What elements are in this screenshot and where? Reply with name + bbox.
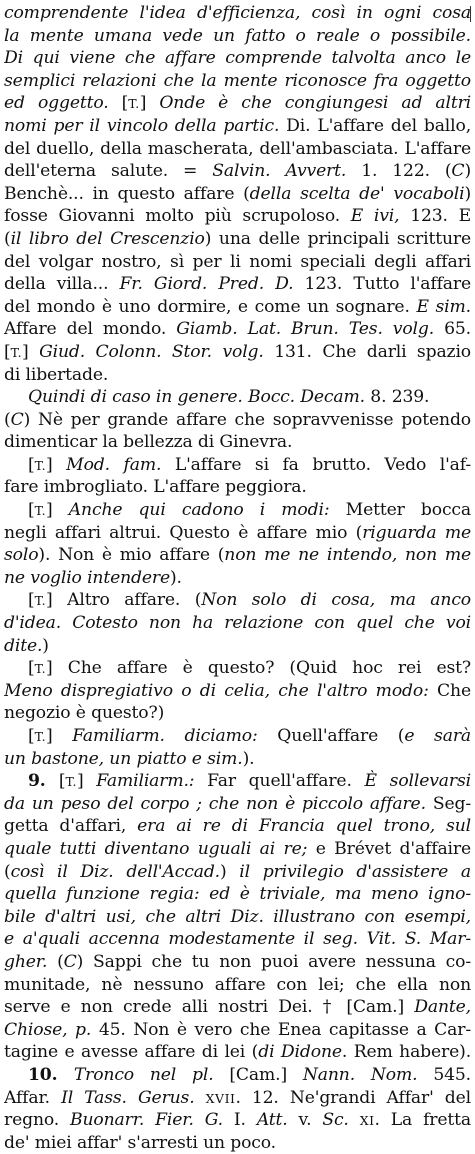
text-line (4, 251, 471, 274)
text-segment: tagine e avesse affare di lei ( (4, 1042, 259, 1063)
text-segment: [ (58, 771, 66, 792)
text-segment: ) (464, 161, 471, 182)
text-line (4, 567, 471, 590)
text-segment: negli affari altrui. Questo è affare mio ( (4, 522, 363, 543)
text-line (4, 680, 471, 703)
text-segment: T. (34, 729, 47, 744)
text-line (4, 476, 471, 499)
text-line (4, 25, 471, 48)
text-line (4, 906, 471, 929)
text-segment: ) (219, 861, 240, 882)
text-segment: Att. (256, 1110, 299, 1131)
text-line (4, 205, 471, 228)
text-segment: del volgar nostro, sì per li nomi speciali degli affari (4, 251, 471, 272)
text-segment: ] Altro affare. ( (46, 590, 202, 611)
text-line (4, 612, 471, 635)
text-segment: v. (298, 1110, 323, 1131)
text-segment: ed oggetto. (4, 93, 122, 114)
text-line (4, 115, 471, 138)
text-segment: da un peso del corpo ; che non è piccolo affare. (4, 793, 433, 814)
text-segment: gher. (4, 951, 58, 972)
text-segment: [ (28, 454, 35, 475)
text-segment: ne voglio intendere (4, 567, 170, 588)
text-line (4, 1041, 471, 1064)
text-segment: Tronco nel pl. (73, 1064, 230, 1085)
text-line (4, 341, 471, 364)
text-segment: T. (10, 344, 23, 360)
text-segment: Anche qui cadono i modi: (68, 500, 346, 521)
text-segment: 131. Che darli spazio (274, 341, 471, 362)
text-segment: L'affare si fa brutto. Vedo l'af- (174, 454, 471, 475)
text-line (4, 386, 471, 409)
text-segment: C (63, 951, 77, 972)
text-line (4, 409, 471, 432)
text-segment: d'idea. Cotesto non ha relazione con quel che voi (4, 613, 471, 634)
text-segment: Metter bocca (345, 500, 471, 521)
text-segment: ). (170, 567, 182, 588)
text-segment: nomi per il vincolo della partic. (4, 115, 287, 136)
text-segment: T. (34, 593, 47, 609)
text-segment: [ (28, 590, 35, 611)
text-line (4, 702, 471, 725)
text-segment: 8. 239. (370, 387, 430, 408)
text-line (4, 725, 471, 748)
text-segment: ] (46, 726, 73, 746)
text-segment: dimenticar la bellezza di Ginevra. (4, 432, 293, 453)
text-segment: 123. E (410, 206, 471, 227)
text-segment: Nann. Nom. (302, 1064, 434, 1085)
text-segment: Di. L'affare del ballo, (286, 115, 471, 136)
text-line (4, 657, 471, 680)
text-line (4, 160, 471, 183)
text-line (4, 544, 471, 567)
text-segment: Di qui viene che affare comprende talvolta anco le (4, 48, 471, 69)
text-segment: e Brévet d'affaire (315, 838, 471, 859)
text-segment: T. (34, 661, 47, 677)
text-line (4, 974, 471, 997)
text-line (4, 364, 471, 387)
text-segment: ] (46, 500, 69, 521)
text-line (4, 1064, 471, 1087)
text-segment: fosse Giovanni molto più scrupoloso. (4, 206, 351, 227)
text-segment: ] Che affare è questo? (Quid hoc rei est? (46, 658, 471, 679)
text-segment: T. (65, 774, 77, 790)
dictionary-page-text (4, 2, 471, 1154)
text-segment: ( (4, 228, 11, 249)
text-segment: . Rem habere). (341, 1042, 471, 1063)
text-segment: quella funzione regia: ed è triviale, ma meno igno- (4, 884, 471, 905)
text-segment: il libro del Crescenzio (10, 228, 205, 249)
text-line (4, 1132, 471, 1154)
text-segment: di Didone (258, 1042, 342, 1063)
text-line (4, 928, 471, 951)
text-segment: Salvin. Avvert. (212, 161, 362, 182)
text-segment: del mondo è uno dormire, e come un sognare. (4, 296, 417, 317)
text-segment: Quell'affare ( (277, 726, 405, 746)
text-segment: dite. (4, 635, 43, 656)
text-segment: negozio è questo?) (4, 703, 165, 724)
text-segment: [ (121, 93, 129, 114)
text-segment: ( (4, 861, 11, 882)
text-segment: 9. (28, 771, 59, 792)
text-line (4, 183, 471, 206)
text-segment: non me ne intendo, non me (224, 545, 471, 566)
text-line (4, 861, 471, 884)
text-line (4, 883, 471, 906)
text-segment: Non solo di cosa, ma anco (201, 590, 471, 611)
text-segment: I. (233, 1110, 257, 1131)
text-segment: fare imbrogliato. L'affare peggiora. (4, 477, 307, 498)
text-segment: È sollevarsi (364, 771, 471, 792)
text-segment: de' miei affar' s'arresti un poco. (4, 1132, 276, 1153)
text-segment: [ (28, 500, 35, 521)
text-segment: ( (57, 951, 64, 972)
text-segment: Affare del mondo. (4, 319, 177, 340)
text-line (4, 793, 471, 816)
text-segment: C (451, 161, 465, 182)
text-segment: semplici relazioni che la mente riconosce fra oggetto (4, 70, 471, 91)
text-segment: ) (42, 635, 49, 656)
text-line (4, 318, 471, 341)
text-segment: 1. 122. ( (361, 161, 452, 182)
text-line (4, 454, 471, 477)
text-segment: . La fretta (374, 1110, 471, 1131)
text-line (4, 228, 471, 251)
text-segment: Meno dispregiativo o di celia, che l'altro modo: (4, 680, 438, 701)
text-line (4, 2, 471, 25)
text-segment: ( (4, 409, 11, 430)
text-line (4, 838, 471, 861)
text-segment: Che (437, 680, 471, 701)
text-line (4, 138, 471, 161)
text-segment: il privilegio d'assistere a (239, 861, 471, 882)
text-segment: ). (242, 748, 255, 769)
text-segment: C (10, 409, 24, 430)
text-segment: bile d'altri usi, che altri Diz. illustrano con esempi, (4, 906, 471, 927)
text-segment: Dante, (414, 997, 471, 1018)
text-segment: [Cam.] (229, 1064, 303, 1085)
text-line (4, 296, 471, 319)
text-segment: E ivi, (350, 206, 411, 227)
text-segment: Buonarr. Fier. G. (70, 1110, 234, 1131)
text-segment: ] (46, 454, 67, 475)
text-segment: E sim. (416, 296, 471, 317)
text-segment: Benchè... in questo affare ( (4, 183, 250, 204)
text-segment: ) (464, 183, 471, 204)
text-segment: 65. (444, 319, 471, 340)
text-segment: Quindi di caso in genere. Bocc. Decam. (28, 387, 371, 408)
text-segment: [ (28, 726, 35, 746)
text-segment: Giamb. Lat. Brun. Tes. volg. (176, 319, 445, 340)
text-segment: getta d'affari, (4, 816, 138, 837)
text-segment: Il Tass. Gerus. (61, 1087, 206, 1108)
text-segment: Sc. (322, 1110, 360, 1131)
text-segment: Mod. fam. (66, 454, 175, 475)
text-segment: 545. (433, 1064, 471, 1085)
text-segment: serve e non crede alli nostri Dei. † [Cam.] (4, 997, 415, 1018)
text-segment: di libertade. (4, 364, 109, 385)
text-line (4, 1019, 471, 1042)
text-segment: ) Sappi che tu non puoi avere nessuna co- (76, 951, 471, 972)
text-segment: 123. Tutto l'affare (304, 274, 471, 295)
text-segment: dell'eterna salute. = (4, 161, 213, 182)
text-segment: un bastone, un piatto e sim. (4, 748, 243, 769)
text-segment: Far quell'affare. (207, 771, 365, 792)
text-segment: XVII (205, 1090, 236, 1106)
text-segment: XI (359, 1113, 375, 1129)
text-segment: riguarda me (362, 522, 471, 543)
text-line (4, 635, 471, 658)
text-segment: era ai re di Francia quel trono, sul (137, 816, 471, 837)
text-line (4, 1087, 471, 1110)
text-segment: Seg- (432, 793, 471, 814)
text-line (4, 815, 471, 838)
text-segment: Affar. (4, 1087, 62, 1108)
text-segment: del duello, della mascherata, dell'ambasciata. L'affare (4, 138, 471, 159)
text-line (4, 1109, 471, 1132)
text-segment: munitade, nè nessuno affare con lei; che ella non (4, 974, 471, 995)
text-line (4, 92, 471, 115)
text-segment: T. (34, 503, 47, 519)
text-segment: regno. (4, 1110, 71, 1131)
text-segment: comprendente l'idea d'efficienza, così in ogni cosa (4, 3, 471, 23)
text-segment: 45. Non è vero che Enea capitasse a Car- (98, 1019, 471, 1040)
text-segment: così il Diz. dell'Accad. (10, 861, 220, 882)
text-line (4, 499, 471, 522)
text-segment: ] (22, 341, 40, 362)
text-segment: Chiose, p. (4, 1019, 99, 1040)
text-segment: della villa... (4, 274, 120, 295)
text-segment: . 12. Ne'grandi Affar' del (235, 1087, 471, 1108)
text-segment: [ (4, 341, 11, 362)
text-line (4, 996, 471, 1019)
text-line (4, 770, 471, 793)
text-line (4, 431, 471, 454)
text-segment: quale tutti diventano uguali ai re; (4, 838, 316, 859)
text-segment: Onde è che congiungesi ad altri (159, 93, 471, 114)
text-segment: della scelta de' vocaboli (249, 183, 465, 204)
text-line (4, 522, 471, 545)
text-line (4, 70, 471, 93)
text-segment: T. (128, 96, 140, 112)
text-line (4, 589, 471, 612)
text-line (4, 47, 471, 70)
text-segment: e a'quali accenna modestamente il seg. Vit. S. Mar- (4, 929, 471, 950)
text-segment: Familiarm.: (96, 771, 208, 792)
text-segment: solo (4, 545, 39, 566)
text-segment: ) una delle principali scritture (204, 228, 471, 249)
text-segment: la mente umana vede un fatto o reale o possibile. (4, 25, 471, 46)
text-segment: Fr. Giord. Pred. D. (119, 274, 305, 295)
text-segment: ) Nè per grande affare che sopravvenisse potendo (23, 409, 471, 430)
text-segment: T. (34, 457, 47, 473)
text-segment: ). Non è mio affare ( (38, 545, 225, 566)
text-segment: e sarà (404, 726, 471, 746)
text-line (4, 273, 471, 296)
text-segment: Familiarm. diciamo: (72, 726, 278, 746)
text-line (4, 951, 471, 974)
text-segment: ] (76, 771, 97, 792)
text-segment: 10. (28, 1064, 74, 1085)
text-segment: [ (28, 658, 35, 679)
text-line (4, 748, 471, 771)
text-segment: ] (139, 93, 160, 114)
text-segment: Giud. Colonn. Stor. volg. (39, 341, 275, 362)
